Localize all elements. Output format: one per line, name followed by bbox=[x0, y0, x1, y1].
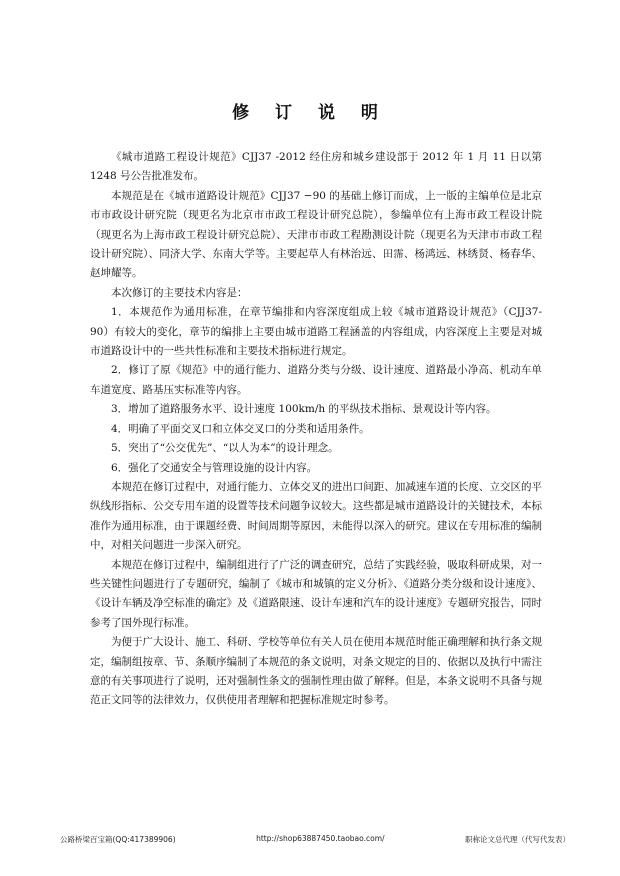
footer-url: http://shop63887450.taobao.com/ bbox=[256, 834, 385, 843]
body-text bbox=[90, 148, 542, 711]
paragraph-revision-item-3: 3．增加了道路服务水平、设计速度 100km/h 的平纵技术指标、景观设计等内容。 bbox=[111, 403, 497, 416]
paragraph-research: 本规范在修订过程中，编制组进行了广泛的调查研究，总结了实践经验，吸取科研成果，对一些关键性问题进行了专题研究，编制了《城市和城镇的定义分析》、《道路分类分级和设计速度》、《设计车辆及净空标准的确定》及《道路限速、设计车速和汽车的设计速度》专题研究报告，同时参考了国外现行标准。 bbox=[90, 558, 542, 629]
paragraph-disputes: 本规范在修订过程中，对通行能力、立体交叉的进出口间距、加减速车道的长度、立交区的平纵线形指标、公交专用车道的设置等技术问题争议较大。这些都是城市道路设计的关键技术，本标准作为通用标准，由于课题经费、时间周期等原因，未能得以深入的研究。建议在专用标准的编制中，对相关问题进一步深入研究。 bbox=[90, 480, 542, 552]
footer-left-text: 公路桥梁百宝箱(QQ:417389906) bbox=[60, 835, 176, 844]
paragraph-revision-item-5: 5．突出了“公交优先”、“以人为本”的设计理念。 bbox=[111, 442, 339, 455]
paragraph-revision-item-2: 2．修订了原《规范》中的通行能力、道路分类与分级、设计速度、道路最小净高、机动车单车道宽度、路基压实标准等内容。 bbox=[90, 364, 542, 396]
paragraph-revision-intro: 本次修订的主要技术内容是： bbox=[111, 286, 248, 299]
paragraph-revision-item-4: 4．明确了平面交叉口和立体交叉口的分类和适用条件。 bbox=[111, 422, 370, 435]
paragraph-revision-item-1: 1．本规范作为通用标准，在章节编排和内容深度组成上较《城市道路设计规范》（CJJ37-90）有较大的变化，章节的编排上主要由城市道路工程涵盖的内容组成，内容深度上主要是对城市道路设计中的一些共性标准和主要技术指标进行规定。 bbox=[90, 306, 542, 358]
page-footer bbox=[60, 834, 570, 845]
paragraph-revision-item-6: 6．强化了交通安全与管理设施的设计内容。 bbox=[111, 461, 318, 474]
paragraph-usage-note: 为便于广大设计、施工、科研、学校等单位有关人员在使用本规范时能正确理解和执行条文规定，编制组按章、节、条顺序编制了本规范的条文说明，对条文规定的目的、依据以及执行中需注意的有关事项进行了说明，还对强制性条文的强制性理由做了解释。但是，本条文说明不具备与规范正文同等的法律效力，仅供使用者理解和把握标准规定时参考。 bbox=[90, 636, 542, 707]
paragraph-history: 本规范是在《城市道路设计规范》CJJ37 −90 的基础上修订而成，上一版的主编单位是北京市市政设计研究院（现更名为北京市市政工程设计研究总院），参编单位有上海市政工程设计院（现更名为上海市政工程设计研究总院）、天津市市政工程勘测设计院（现更名为天津市市政工程设计研究院）、同济大学、东南大学等。主要起草人有林治远、田霈、杨鸿远、林绣贤、杨春华、赵坤耀等。 bbox=[90, 189, 542, 280]
paragraph-approval: 《城市道路工程设计规范》CJJ37 -2012 经住房和城乡建设部于 2012 年 1 月 11 日以第 1248 号公告批准发布。 bbox=[90, 151, 542, 183]
page-title: 修 订 说 明 bbox=[232, 103, 388, 123]
footer-right-text: 职称论文总代理（代写代发表） bbox=[465, 835, 570, 844]
